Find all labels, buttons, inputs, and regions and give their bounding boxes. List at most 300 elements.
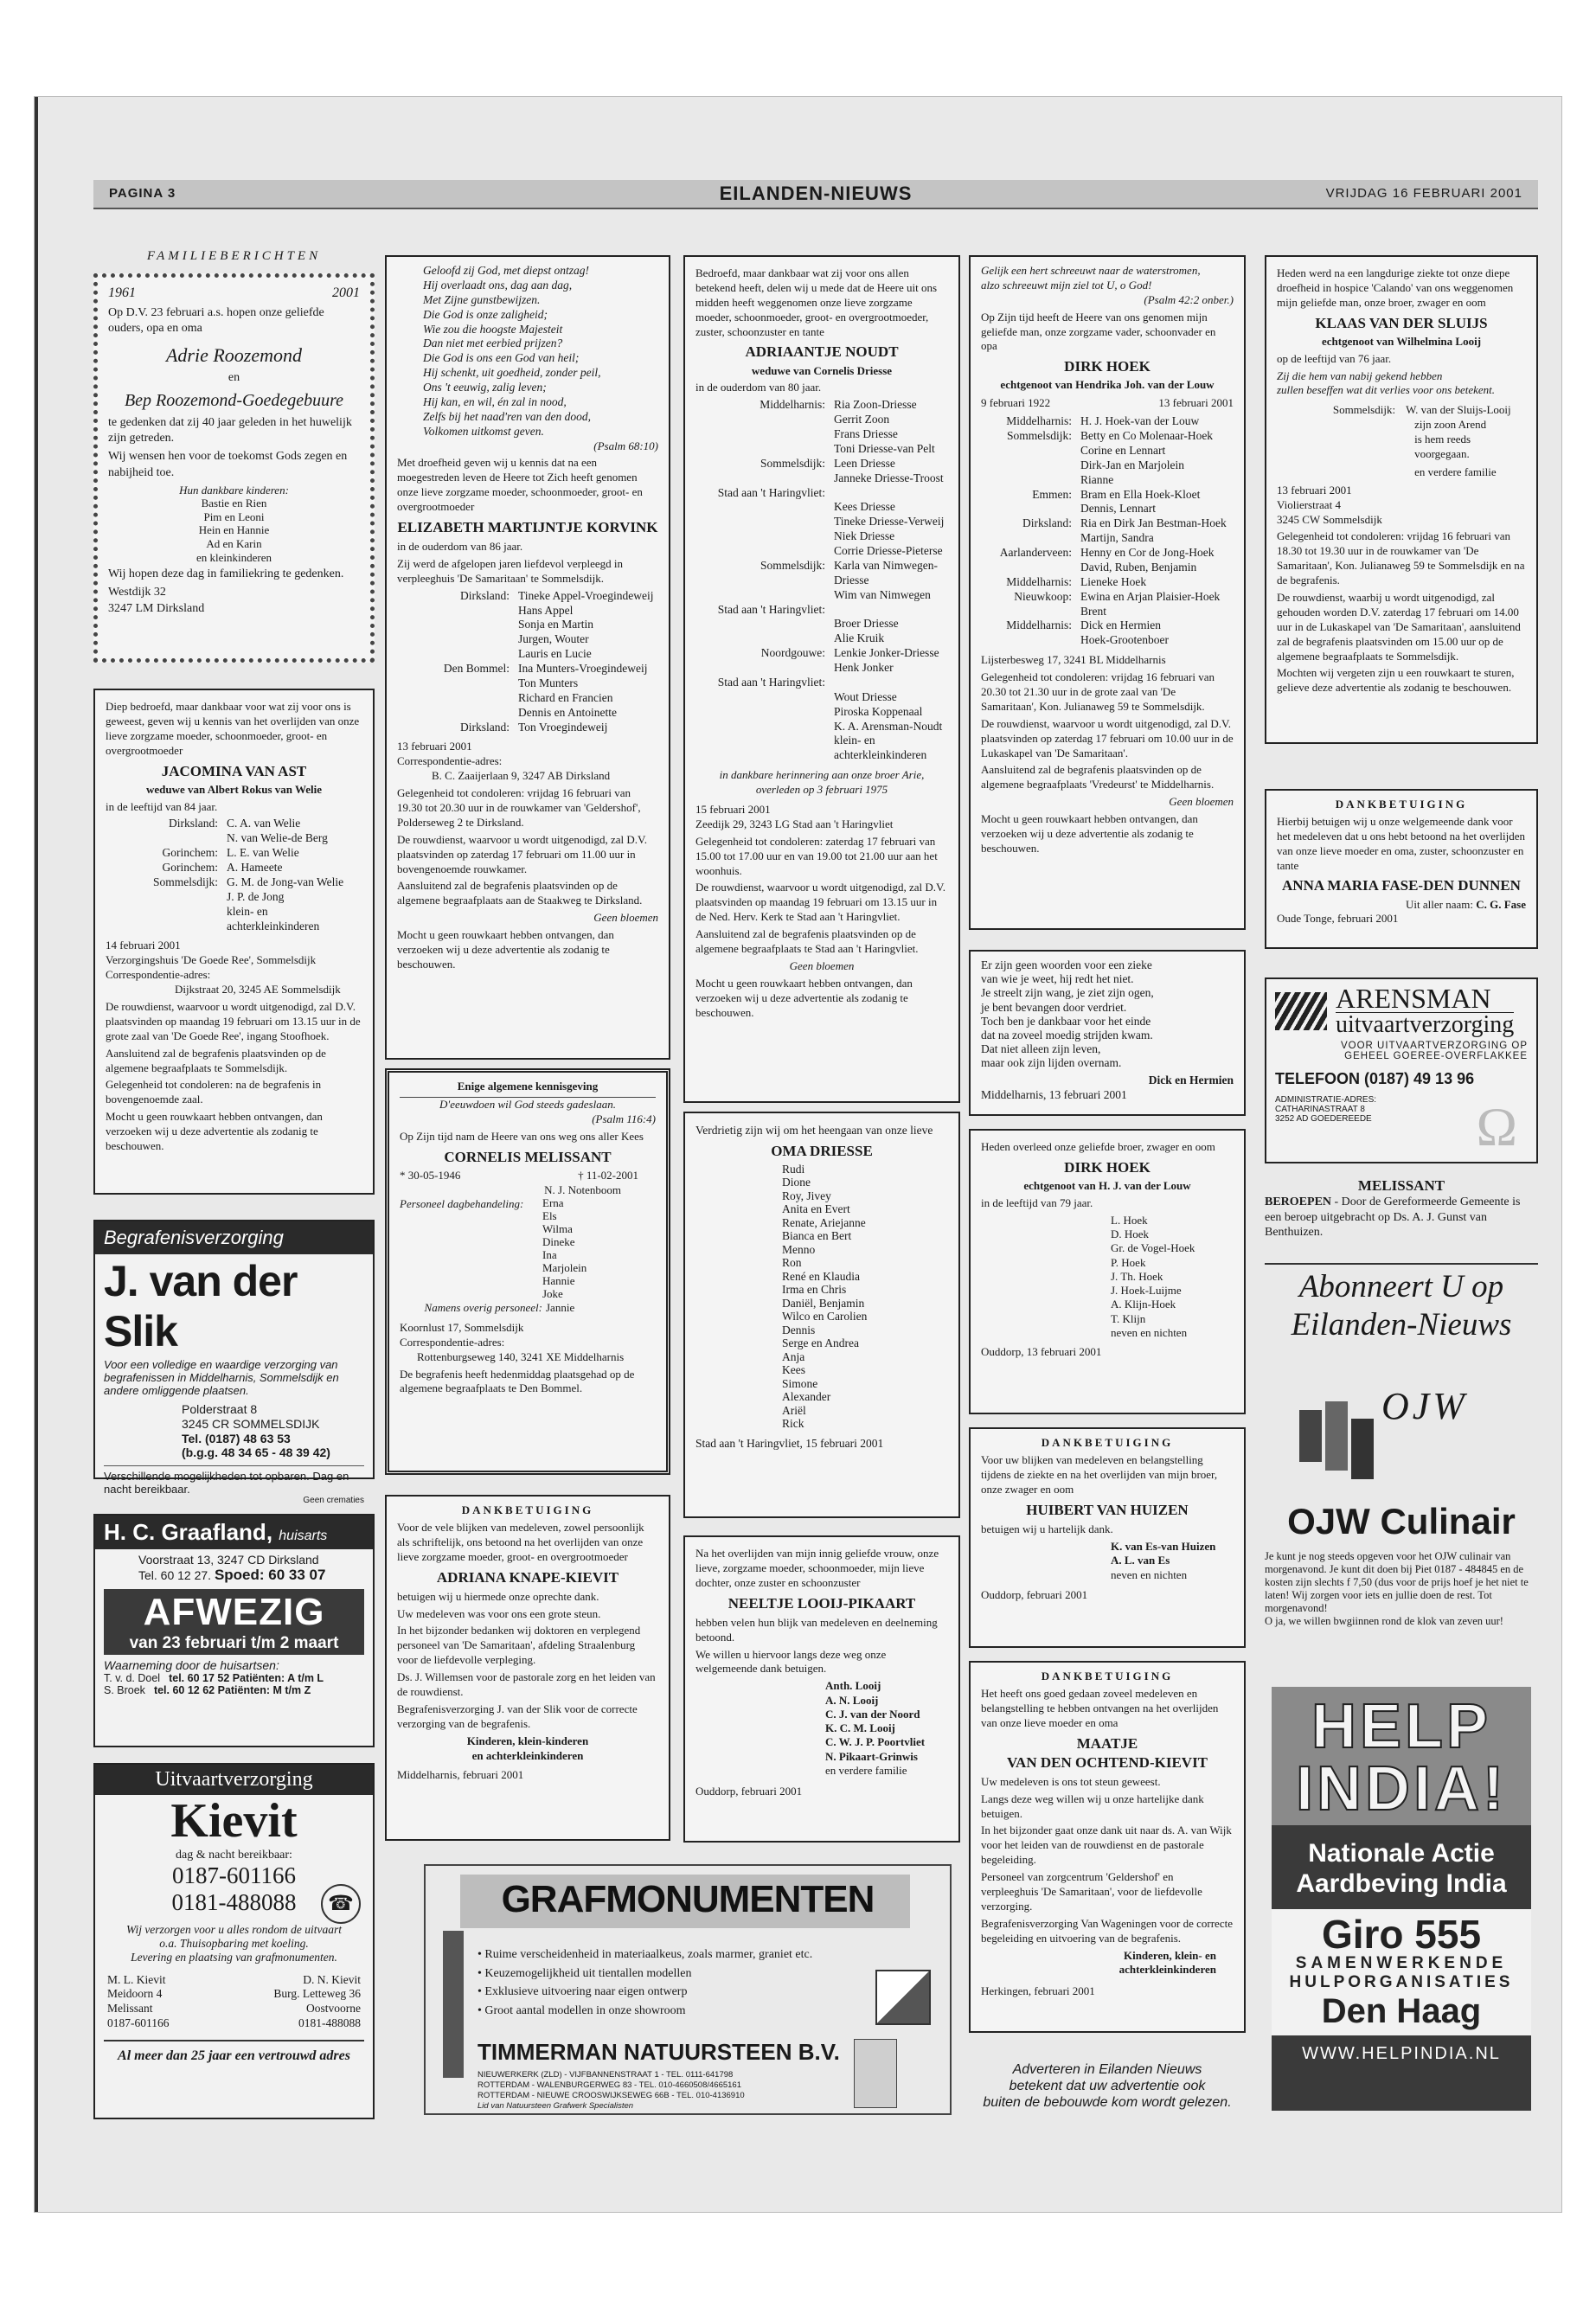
list-item: Dione (782, 1176, 811, 1189)
family: W. van der Sluijs-Looij (1406, 403, 1511, 417)
intro: Op D.V. 23 februari a.s. hopen onze geliefde ouders, opa en oma (108, 305, 324, 335)
ad-arensman (1265, 977, 1538, 1163)
p1: Gelegenheid tot condoleren: zaterdag 17 februari van 15.00 tot 17.00 uur en van 19.00 tot 21.00 uur aan het woonhuis. (695, 834, 938, 877)
row-value: Kees Driesse (834, 500, 895, 514)
died: † 11-02-2001 (578, 1168, 638, 1182)
row-value: klein- en achterkleinkinderen (227, 904, 320, 933)
age: in de ouderdom van 86 jaar. (397, 540, 523, 554)
ad-item: • Keuzemogelijkheid uit tientallen modellen (478, 1966, 692, 1980)
intro: Met droefheid geven wij u kennis dat na een moegestreden leven de Heere tot Zich heeft genomen onze lieve zorgzame moeder, schoonmoeder, groot- en overgrootmoeder (397, 456, 643, 514)
row-value: Lauris en Lucie (518, 647, 592, 661)
subscribe-banner (1265, 1263, 1538, 1345)
ad-tel: Tel. (0187) 48 63 53 (182, 1431, 291, 1445)
address: 3247 LM Dirksland (108, 601, 205, 615)
ad-graafland (93, 1514, 375, 1747)
date: Oude Tonge, februari 2001 (1277, 912, 1399, 926)
list-item: Serge en Andrea (782, 1336, 859, 1350)
row-key (397, 676, 518, 691)
row-key: Stad aan 't Haringvliet: (717, 602, 825, 616)
signer: N. J. Notenboom (544, 1183, 621, 1196)
row-value: Frans Driesse (834, 427, 898, 441)
ad-dn: dag & nacht bereikbaar: (176, 1848, 292, 1862)
staff-label: Personeel dagbehandeling: (400, 1197, 524, 1211)
poem-line: Zelfs bij het naad'ren van den dood, (423, 409, 591, 423)
replacement-info: tel. 60 17 52 Patiënten: A t/m L (169, 1672, 324, 1684)
thanks-looij (683, 1535, 960, 1843)
family-row (981, 473, 1234, 488)
row-value: H. J. Hoek-van der Louw (1080, 414, 1200, 428)
kid: Hein en Hannie (198, 523, 270, 537)
sign: N. Pikaart-Grinwis (825, 1749, 918, 1763)
list-item: Rudi (782, 1162, 805, 1176)
date: Middelharnis, februari 2001 (397, 1768, 524, 1782)
family-row (981, 488, 1234, 503)
staff: Els (542, 1209, 557, 1223)
list-item: Anita en Evert (782, 1202, 850, 1216)
date: 13 februari 2001 (397, 740, 472, 753)
ad-tel: 0181-488088 (171, 1888, 297, 1915)
row-key (695, 631, 834, 646)
help-giro: Giro 555 (1321, 1912, 1482, 1957)
family-row (695, 734, 948, 763)
list-item: Renate, Ariejanne (782, 1215, 866, 1229)
ad-tel-alt: (b.g.g. 48 34 65 - 48 39 42) (182, 1445, 330, 1460)
list-item: Daniël, Benjamin (782, 1296, 865, 1310)
date: Ouddorp, 13 februari 2001 (981, 1345, 1102, 1359)
help-title: INDIA! (1296, 1754, 1507, 1823)
staff: Dineke (542, 1235, 575, 1249)
row-value: Jurgen, Wouter (518, 632, 589, 646)
list-item: René en Klaudia (782, 1269, 860, 1283)
row-key (695, 544, 834, 559)
obituary-melissant (385, 1068, 670, 1475)
page-number: PAGINA 3 (109, 186, 176, 201)
verse: zullen beseffen wat dit verlies voor ons betekent. (1277, 383, 1495, 397)
family-row (981, 605, 1234, 619)
row-key: Dirksland: (1022, 516, 1072, 530)
row-value: Sonja en Martin (518, 618, 593, 631)
kids-head: Hun dankbare kinderen: (179, 483, 289, 497)
contact: 0187-601166 (107, 2016, 170, 2030)
sign: K. van Es-van Huizen (1111, 1539, 1216, 1553)
row-value: J. P. de Jong (227, 889, 285, 903)
p1: De rouwdienst, waarvoor u wordt uitgenodigd, zal D.V. plaatsvinden op maandag 19 februari om 13.15 uur in de grote zaal van 'De Goede Ree', ingang Stoofhoek. (106, 1000, 361, 1042)
row-key (981, 473, 1080, 488)
family-row (981, 502, 1234, 516)
row-key (695, 705, 834, 720)
help-url: WWW.HELPINDIA.NL (1302, 2044, 1501, 2063)
row-key: Gorinchem: (162, 846, 218, 860)
contact: Meidoorn 4 (107, 1987, 163, 2001)
row-key (695, 471, 834, 486)
sign: Kinderen, klein- en (1123, 1948, 1216, 1962)
family-row (981, 590, 1234, 605)
family-row (695, 544, 948, 559)
list-item: Dat niet alleen zijn leven, (981, 1042, 1101, 1056)
ad-item-text: Keuzemogelijkheid uit tientallen modellen (484, 1966, 692, 1980)
poem-line: Dan niet met eerbied prijzen? (423, 336, 563, 350)
sign: Anth. Looij (825, 1679, 881, 1693)
contact: 0181-488088 (298, 2016, 361, 2030)
date: Ouddorp, februari 2001 (981, 1588, 1088, 1602)
p6: Begrafenisverzorging Van Wageningen voor de correcte begeleiding en uitvoering van de begrafenis. (981, 1916, 1233, 1945)
p1: Gelegenheid tot condoleren: vrijdag 16 februari van 18.30 tot 19.30 uur in de rouwkamer van 'De Samaritaan', Kon. Julianaweg 59 te Sommelsdijk en na de begrafenis. (1277, 529, 1525, 587)
row-key: Aarlanderveen: (999, 546, 1072, 560)
ad-kievit (93, 1763, 375, 2119)
replacement-doctor: T. v. d. Doel (104, 1672, 161, 1684)
family-list (981, 414, 1234, 648)
subscribe-line: Eilanden-Nieuws (1291, 1307, 1512, 1343)
contact: M. L. Kievit (107, 1972, 166, 1986)
row-value: Piroska Koppenaal (834, 704, 923, 718)
news-text: - Door de Gereformeerde Gemeente is een beroep uitgebracht op Ds. A. J. Gunst van Benthuizen. (1265, 1195, 1521, 1240)
ad-addr: Polderstraat 8 (182, 1402, 258, 1416)
date: 13 februari 2001 (1277, 483, 1352, 497)
subscribe-line: Abonneert U op (1298, 1269, 1504, 1304)
deceased-sub: echtgenoot van H. J. van der Louw (1023, 1178, 1191, 1192)
address: Violierstraat 4 (1277, 497, 1341, 511)
row-value: Lieneke Hoek (1080, 574, 1147, 588)
ojw-text: O ja, we willen bwgiinnen rond de klok van zeven uur! (1265, 1615, 1503, 1627)
family: zijn zoon Arend (1414, 418, 1487, 432)
poem-line: Die God is onze zaligheid; (423, 307, 548, 321)
family: is hem reeds voorgegaan. (1414, 433, 1471, 460)
family-row (981, 561, 1234, 575)
family-row (695, 705, 948, 720)
thanks-van-den-ochtend (969, 1661, 1246, 2033)
staff: Erna (542, 1196, 564, 1210)
list-item: Gr. de Vogel-Hoek (1111, 1241, 1195, 1255)
deceased-sub: echtgenoot van Hendrika Joh. van der Louw (1000, 378, 1215, 392)
row-key (695, 734, 834, 763)
intro: Verdrietig zijn wij om het heengaan van onze lieve (695, 1124, 933, 1137)
row-key: Middelharnis: (1006, 574, 1072, 588)
text-2: Wij wensen hen voor de toekomst Gods zegen en nabijheid toe. (108, 450, 348, 479)
row-value (834, 486, 948, 501)
advertise-line: Adverteren in Eilanden Nieuws (1012, 2062, 1202, 2077)
heading: DANKBETUIGING (1335, 798, 1468, 811)
row-key (397, 632, 518, 647)
family-row (695, 427, 948, 442)
family-row (981, 575, 1234, 590)
year-end: 2001 (332, 285, 360, 300)
row-key (695, 690, 834, 705)
row-value: L. E. van Welie (227, 846, 299, 860)
row-key: Dirksland: (169, 817, 218, 830)
address: 3245 CW Sommelsdijk (1277, 512, 1382, 526)
verse: Zij die hem van nabij gekend hebben (1277, 369, 1443, 382)
p4: In het bijzonder bedanken wij doktoren en verplegend personeel van 'De Samaritaan', afdeling Straalenburg voor de liefdevolle verpleging. (397, 1624, 641, 1667)
list-item: A. Klijn-Hoek (1111, 1298, 1176, 1311)
ad-sub: uitvaartverzorging (1336, 1011, 1515, 1038)
family-list (981, 1214, 1234, 1340)
corr-label: Correspondentie-adres: (397, 754, 503, 768)
help-sub: Aardbeving India (1296, 1868, 1507, 1898)
sign: neven en nichten (1111, 1568, 1188, 1582)
staff: Marjolein (542, 1261, 587, 1275)
replacement-label: Waarneming door de huisartsen: (104, 1658, 279, 1672)
row-key (695, 515, 834, 529)
row-key: Stad aan 't Haringvliet: (717, 485, 825, 499)
ad-ojw (1265, 1367, 1538, 1704)
staff: Wilma (542, 1222, 573, 1236)
row-key (397, 691, 518, 706)
ad-title: GRAFMONUMENTEN (501, 1878, 875, 1920)
row-key: Dirksland: (460, 720, 510, 734)
advertise-line: buiten de bebouwde kom wordt gelezen. (983, 2095, 1232, 2111)
list-item: Toch ben je dankbaar voor het einde (981, 1014, 1151, 1028)
row-key: Sommelsdijk: (760, 558, 825, 572)
ad-footer: Al meer dan 25 jaar een vertrouwd adres (104, 2040, 364, 2064)
news-bold: BEROEPEN (1265, 1195, 1332, 1209)
doctor-spoed: Spoed: 60 33 07 (214, 1567, 326, 1583)
ad-top: Uitvaartverzorging (95, 1765, 373, 1795)
family-row (981, 516, 1234, 531)
row-value: Tineke Appel-Vroegindeweij (518, 588, 654, 602)
p3: Aansluitend zal de begrafenis plaatsvinden op de algemene begraafplaats te Stad aan 't Haringvliet. (695, 927, 919, 955)
heading: DANKBETUIGING (1041, 1670, 1174, 1682)
date: Middelharnis, 13 februari 2001 (981, 1088, 1127, 1102)
address: Koornlust 17, Sommelsdijk (400, 1320, 524, 1334)
died: 13 februari 2001 (1158, 396, 1234, 410)
absent-period: van 23 februari t/m 2 maart (129, 1634, 339, 1652)
doctor-address: Voorstraat 13, 3247 CD Dirksland (138, 1553, 319, 1567)
p1: hebben velen hun blijk van medeleven en deelneming betoond. (695, 1615, 938, 1644)
row-key: Middelharnis: (1006, 619, 1072, 632)
intro: Bedroefd, maar dankbaar wat zij voor ons allen betekend heeft, delen wij u mede dat de Heere uit ons midden heeft weggenomen onze lieve zorgzame moeder, schoonmoeder, groot- en overgrootmoeder, zuster, schoonzuster en tante (695, 266, 938, 338)
newspaper-title: EILANDEN-NIEUWS (719, 183, 913, 204)
poem-dick-hermien (969, 950, 1246, 1116)
p1: Hierbij betuigen wij u onze welgemeende dank voor het medeleven dat u ons hebt betoond na het overlijden van onze lieve moeder en oma, zuster, schoonzuster en tante (1277, 814, 1525, 872)
p1: Voor de vele blijken van medeleven, zowel persoonlijk als schriftelijk, ons betoond na het overlijden van onze lieve zorgzame moeder, groot- en overgrootmoeder (397, 1520, 644, 1563)
p2: De rouwdienst, waarvoor u wordt uitgenodigd, zal D.V. plaatsvinden op zaterdag 17 februari om 10.00 uur in de Lukaskapel van 'De Samaritaan'. (981, 716, 1234, 760)
ad-tel: TELEFOON (0187) 49 13 96 (1275, 1070, 1475, 1087)
ad-addr: 3245 CR SOMMELSDIJK (182, 1416, 320, 1431)
list-item: maar ook zijn lijden overnam. (981, 1056, 1122, 1070)
date: 14 februari 2001 (106, 939, 181, 952)
date: Stad aan 't Haringvliet, 15 februari 2001 (695, 1436, 884, 1450)
intro: Heden overleed onze geliefde broer, zwager en oom (981, 1140, 1215, 1153)
corr-label: Correspondentie-adres: (106, 968, 211, 982)
deceased-sub: weduwe van Cornelis Driesse (751, 363, 893, 377)
stone-icon (875, 1970, 931, 2025)
family-list (695, 398, 948, 763)
ad-line: Levering en plaatsing van grafmonumenten. (131, 1950, 337, 1964)
deceased-name: JACOMINA VAN AST (161, 762, 307, 779)
corr-address: Dijkstraat 20, 3245 AE Sommelsdijk (175, 983, 341, 997)
list-item: Wilco en Carolien (782, 1310, 868, 1324)
family-row (695, 529, 948, 544)
row-value: Richard en Francien (518, 690, 613, 704)
address: Lijsterbesweg 17, 3241 BL Middelharnis (981, 653, 1166, 667)
list-item: Roy, Jivey (782, 1189, 831, 1202)
date: 15 februari 2001 (695, 802, 771, 816)
ad-name: ARENSMAN (1336, 983, 1491, 1014)
list-item: L. Hoek (1111, 1213, 1148, 1227)
intro: Heden werd na een langdurige ziekte tot onze diepe droefheid in hospice 'Calando' van ons weggenomen mijn geliefde man, onze broer, zwager en oom (1277, 266, 1514, 309)
ad-item-text: Exklusieve uitvoering naar eigen ontwerp (484, 1985, 688, 1999)
deceased-name: ADRIANA KNAPE-KIEVIT (436, 1568, 619, 1586)
row-value: Gerrit Zoon (834, 413, 890, 426)
row-key (981, 502, 1080, 516)
deceased-name: MAATJE (1076, 1734, 1138, 1752)
thanks-fase (1265, 789, 1538, 949)
family-row (695, 646, 948, 661)
notice-top: Enige algemene kennisgeving (400, 1080, 656, 1098)
ad-van-der-slik (93, 1220, 375, 1506)
family-row (695, 500, 948, 515)
list-item: Bianca en Bert (782, 1229, 852, 1243)
row-key (695, 442, 834, 457)
row-key: Dirksland: (460, 588, 510, 602)
corr-address: B. C. Zaaijerlaan 9, 3247 AB Dirksland (432, 769, 611, 783)
row-key (397, 618, 518, 632)
row-key: Middelharnis: (760, 398, 825, 412)
help-title: HELP (1311, 1692, 1492, 1761)
poem-line: Met Zijne gunstbewijzen. (423, 292, 541, 306)
poem-line: Wie zou die hoogste Majesteit (423, 322, 563, 336)
row-key (106, 890, 227, 905)
doctor-tel: Tel. 60 12 27. (138, 1568, 212, 1582)
row-key (106, 905, 227, 934)
staff-other: Namens overig personeel: (424, 1300, 542, 1314)
list-item: Je streelt zijn wang, je ziet zijn ogen, (981, 986, 1154, 1000)
row-value: Tineke Driesse-Verweij (834, 515, 945, 529)
grandchildren-list (695, 1163, 948, 1431)
list-item: Kees (782, 1363, 805, 1377)
sign: A. N. Looij (825, 1693, 879, 1707)
ad-item-text: Groot aantal modellen in onze showroom (484, 2004, 686, 2018)
anniversary-notice (93, 273, 375, 663)
ad-item: • Groot aantal modellen in onze showroom (478, 2004, 686, 2018)
row-value: Dennis, Lennart (1080, 502, 1156, 516)
row-value (834, 603, 948, 618)
list-item: van wie je weet, hij redt het niet. (981, 972, 1134, 986)
row-value: David, Ruben, Benjamin (1080, 560, 1197, 574)
p3: Uw medeleven was voor ons een grote steun. (397, 1606, 601, 1620)
ad-location: NIEUWERKERK (ZLD) - VIJFBANNENSTRAAT 1 - TEL. 0111-641798 (478, 2070, 734, 2080)
row-key: Sommelsdijk: (1006, 429, 1072, 443)
obituary-korvink (385, 255, 670, 1060)
row-key (695, 500, 834, 515)
family-row (695, 559, 948, 588)
date: Herkingen, februari 2001 (981, 1984, 1095, 1998)
doctor-name: H. C. Graafland, (104, 1519, 273, 1545)
contact: Oostvoorne (306, 2002, 361, 2016)
row-value: Leen Driesse (834, 456, 895, 470)
p1: Voor uw blijken van medeleven en belangstelling tijdens de ziekte en na het overlijden van mijn broer, onze zwager en oom (981, 1452, 1218, 1496)
ad-item: • Exklusieve uitvoering naar eigen ontwerp (478, 1985, 688, 1999)
family-row (981, 429, 1234, 444)
row-value: Hans Appel (518, 603, 574, 617)
row-value: G. M. de Jong-van Welie (227, 875, 344, 888)
list-item: Alexander (782, 1390, 831, 1404)
sign: A. L. van Es (1111, 1554, 1170, 1567)
row-key: Sommelsdijk: (152, 875, 218, 888)
row-key: Stad aan 't Haringvliet: (717, 675, 825, 689)
news-heading: MELISSANT (1357, 1177, 1445, 1194)
family-row (981, 414, 1234, 429)
row-key: Den Bommel: (443, 662, 510, 676)
ad-addr: ADMINISTRATIE-ADRES: (1275, 1095, 1377, 1105)
verse: Gelijk een hert schreeuwt naar de waterstromen, (981, 264, 1201, 277)
list-item: Dennis (782, 1323, 816, 1336)
name-2: Bep Roozemond-Goedegebuure (124, 390, 344, 410)
ojw-text: Je kunt je nog steeds opgeven voor het OJW culinair van morgenavond. Je kunt dit doen bij Piet 0187 - 484845 en de kosten zijn slechts f 7,50 (dus voor de prijs hoef je het niet te laten! Wij zorgen voor iets en jullie doen de rest. Tot morgenavond! (1265, 1550, 1529, 1614)
p5: Ds. J. Willemsen voor de pastorale zorg en het leiden van de rouwdienst. (397, 1670, 656, 1698)
deceased-name: CORNELIS MELISSANT (444, 1148, 612, 1165)
list-item: Rick (782, 1417, 804, 1431)
list-item: Anja (782, 1349, 805, 1363)
family-row (695, 442, 948, 457)
contact: D. N. Kievit (303, 1972, 361, 1986)
row-value: Ton Vroegindeweij (518, 720, 608, 734)
row-key: Nieuwkoop: (1014, 589, 1072, 603)
p3: Langs deze weg willen wij u onze hartelijke dank betuigen. (981, 1791, 1204, 1820)
replacement-info: tel. 60 12 62 Patiënten: M t/m Z (153, 1684, 311, 1696)
p1: Gelegenheid tot condoleren: vrijdag 16 februari van 19.30 tot 20.30 uur in de rouwkamer van 'Geldershof', Polderseweg 2 te Dirksland. (397, 786, 641, 829)
row-value (834, 676, 948, 690)
address: Zeedijk 29, 3243 LG Stad aan 't Haringvliet (695, 817, 894, 830)
verse: D'eeuwdoen wil God steeds gadeslaan. (439, 1097, 616, 1111)
ad-addr: CATHARINASTRAAT 8 (1275, 1105, 1365, 1114)
text-3: Wij hopen deze dag in familiekring te gedenken. (108, 567, 344, 581)
verse-ref: (Psalm 116:4) (592, 1112, 656, 1125)
family-row (695, 631, 948, 646)
row-key (695, 529, 834, 544)
row-value: C. A. van Welie (227, 817, 301, 830)
list-item: P. Hoek (1111, 1255, 1146, 1269)
row-key (695, 661, 834, 676)
row-key (106, 831, 227, 846)
row-key (981, 531, 1080, 546)
poem-line: Ons 't eeuwig, zalig leven; (423, 381, 547, 394)
row-value: Ina Munters-Vroegindeweij (518, 662, 648, 676)
staff: Jannie (546, 1300, 575, 1314)
issue-date: VRIJDAG 16 FEBRUARI 2001 (1325, 186, 1522, 201)
deceased-sub: weduwe van Albert Rokus van Welie (145, 782, 323, 796)
p: De begrafenis heeft hedenmiddag plaatsgehad op de algemene begraafplaats te Den Bommel. (400, 1367, 635, 1395)
badge-icon (854, 2039, 897, 2108)
obituary-dirk-hoek (969, 255, 1246, 930)
row-value: Dirk-Jan en Marjolein (1080, 458, 1184, 471)
ad-grafmonumenten (424, 1864, 952, 2115)
ad-addr: 3252 AD GOEDEREEDE (1275, 1114, 1372, 1124)
p4: Mocht u geen rouwkaart hebben ontvangen, dan verzoeken wij u deze advertentie als zodanig te beschouwen. (695, 976, 913, 1019)
row-value: Dennis en Antoinette (518, 705, 617, 719)
row-value: Dick en Hermien (1080, 619, 1161, 632)
row-value: Janneke Driesse-Troost (834, 471, 944, 484)
absent-banner: AFWEZIG (143, 1591, 325, 1633)
p6: Begrafenisverzorging J. van der Slik voor de correcte verzorging van de begrafenis. (397, 1702, 638, 1730)
family-row (981, 458, 1234, 473)
row-value: Bram en Ella Hoek-Kloet (1080, 487, 1201, 501)
corr-label: Correspondentie-adres: (400, 1335, 505, 1349)
kid: Ad en Karin (206, 537, 262, 551)
age: in de leeftijd van 84 jaar. (106, 799, 218, 813)
row-value: Betty en Co Molenaar-Hoek (1080, 429, 1214, 443)
age: in de ouderdom van 80 jaar. (695, 381, 822, 394)
row-value: Corrie Driesse-Pieterse (834, 544, 943, 558)
ad-location: ROTTERDAM - WALENBURGERWEG 83 - TEL. 010-4660508/4665161 (478, 2080, 742, 2090)
row-key (695, 413, 834, 427)
page-header (93, 180, 1538, 209)
row-key (397, 604, 518, 619)
family-row (981, 633, 1234, 648)
deceased-name: ANNA MARIA FASE-DEN DUNNEN (1282, 877, 1521, 894)
year-start: 1961 (108, 285, 136, 300)
row-key (695, 617, 834, 631)
